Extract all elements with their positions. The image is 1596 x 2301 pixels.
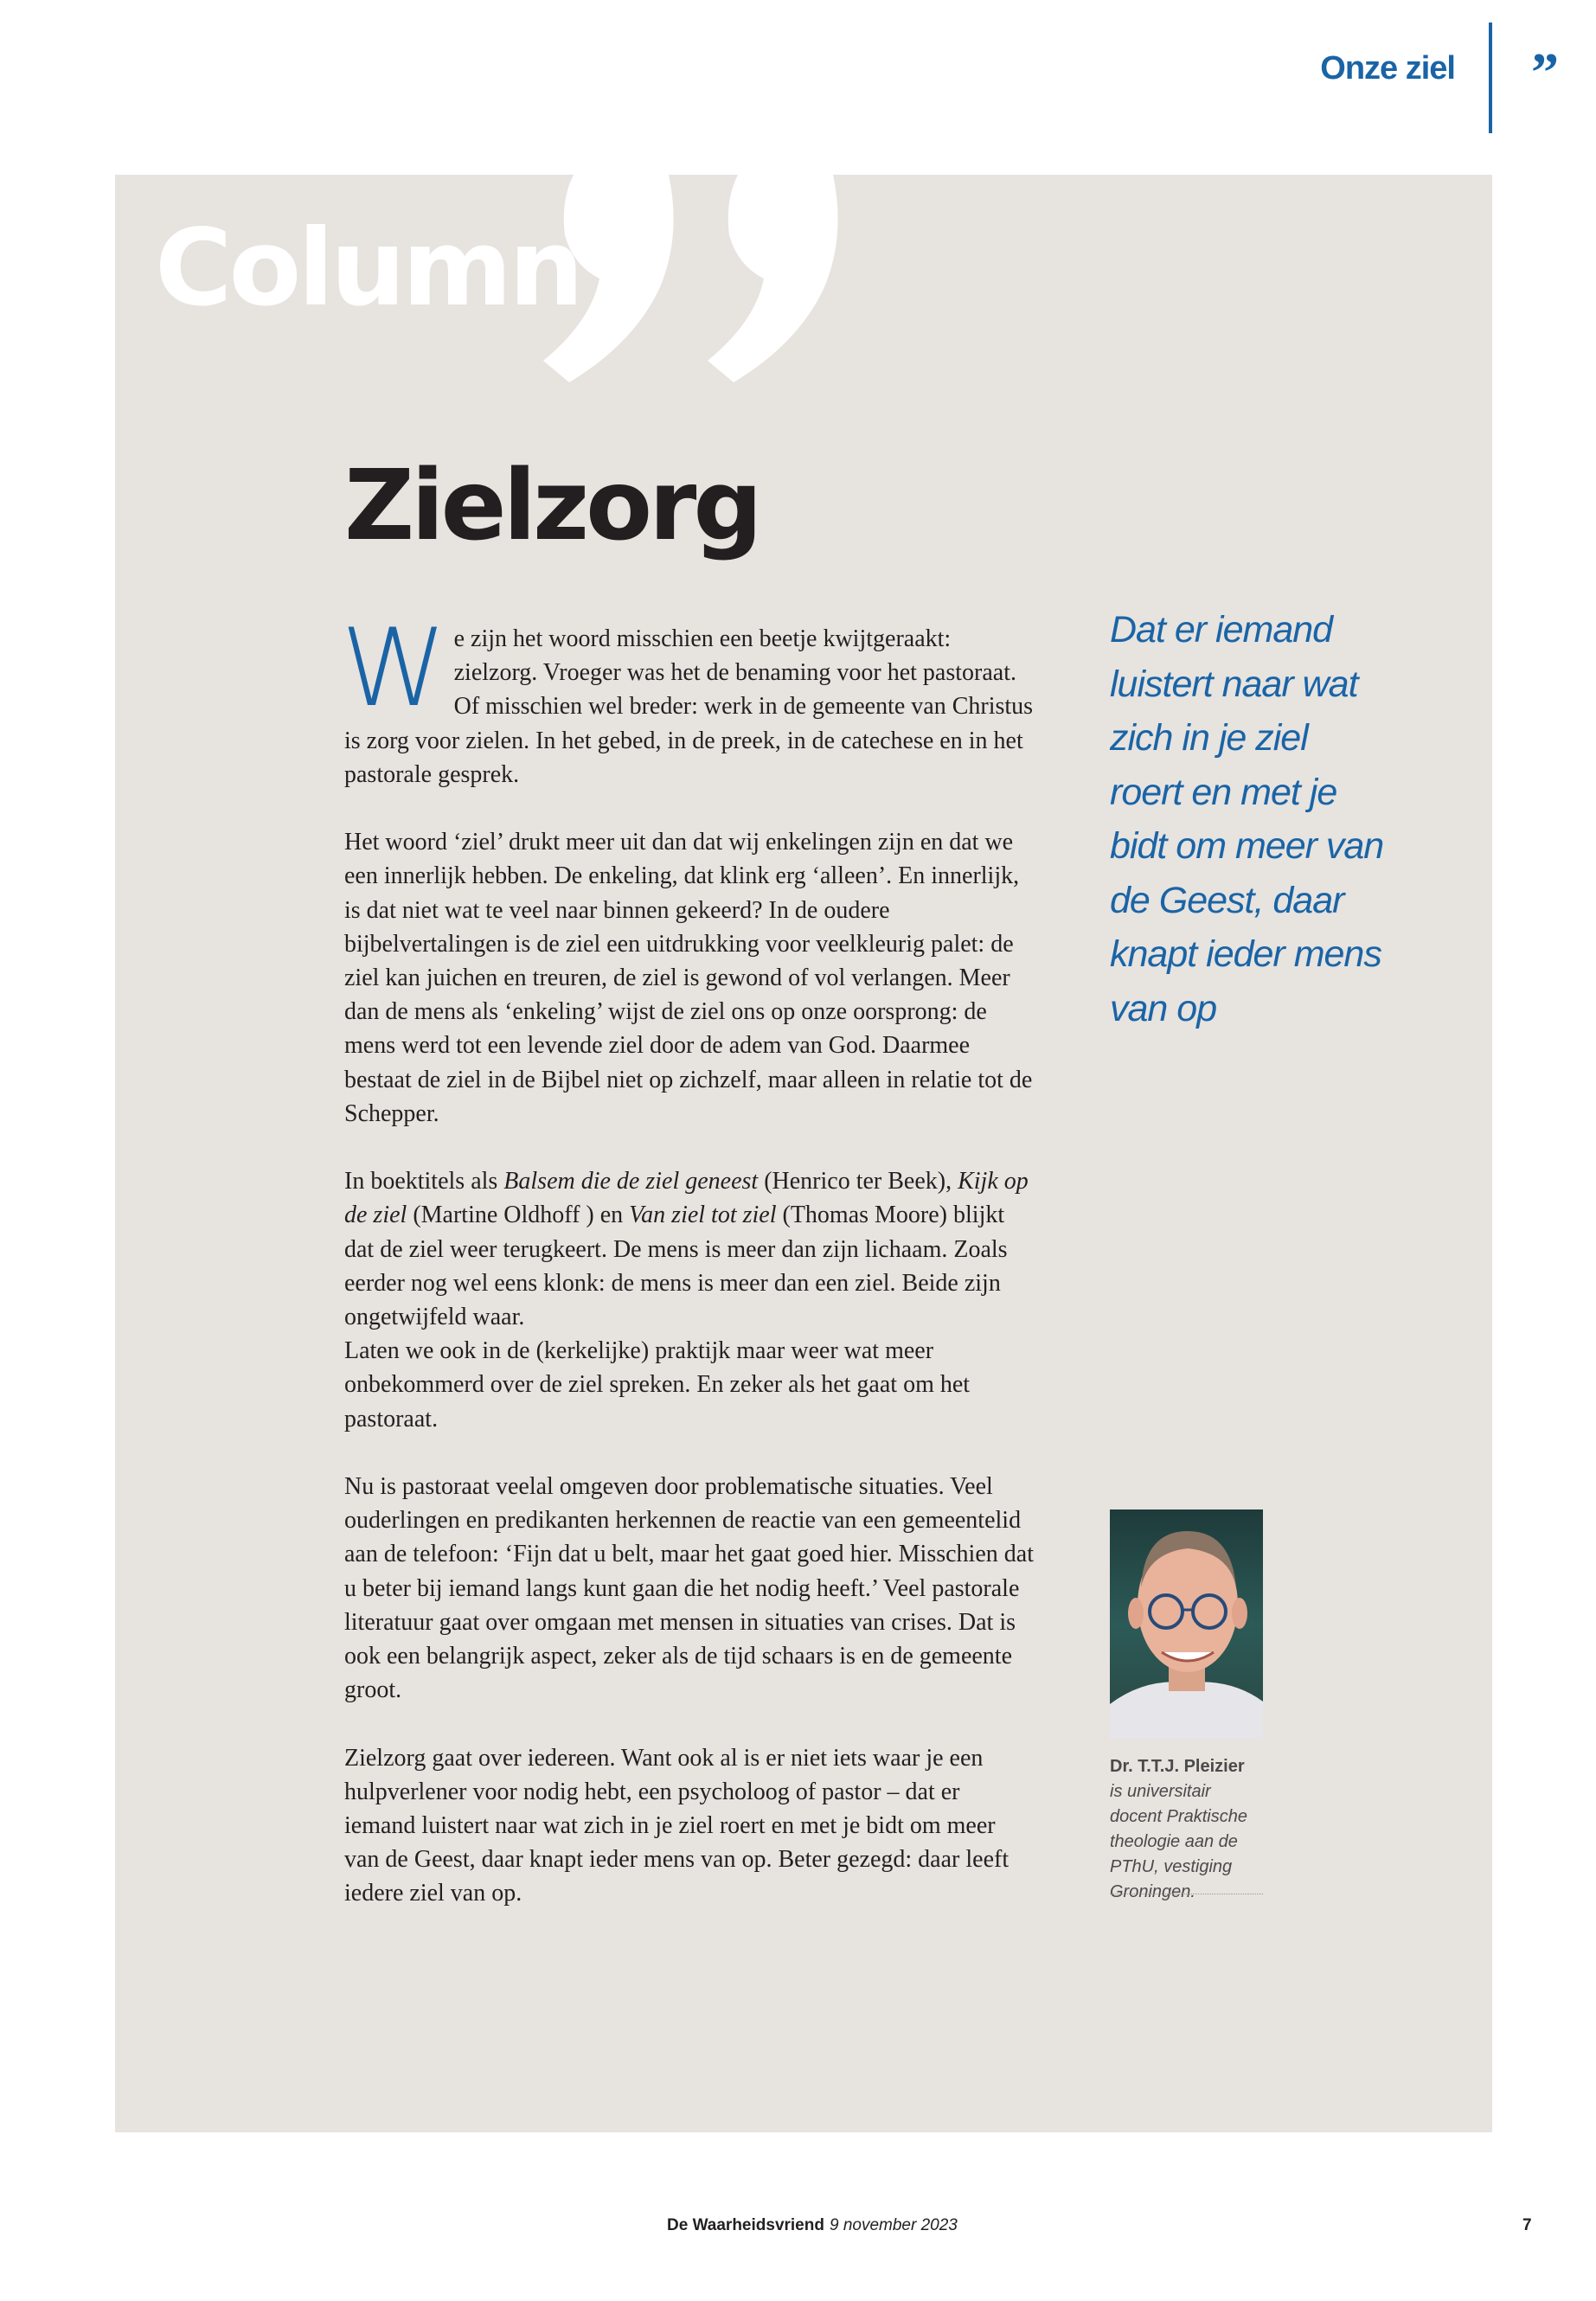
paragraph-3 bbox=[344, 1164, 1036, 1436]
paragraph-2: Het woord ‘ziel’ drukt meer uit dan dat wij enkelingen zijn en dat we een innerlijk hebben. De enkeling, dat klink erg ‘alleen’. En innerlijk, is dat niet wat te veel naar binnen gekeerd? In de oudere bijbelvertalingen is de ziel een uitdrukking voor veelkleurig palet: de ziel kan juichen en treuren, de ziel is gewond of vol verlangen. Meer dan de mens als ‘enkeling’ wijst de ziel ons op onze oorsprong: de mens werd tot een levende ziel door de adem van God. Daarmee bestaat de ziel in de Bijbel niet op zichzelf, maar alleen in relatie tot de Schepper. bbox=[344, 829, 1033, 1127]
paragraph-text: e zijn het woord misschien een beetje kwijtgeraakt: zielzorg. Vroeger was het de benaming voor het pastoraat. Of misschien wel breder: werk in de gemeente van Christus is zorg voor zielen. In het gebed, in de preek, in de catechese en in het pastorale gesprek. bbox=[344, 625, 1034, 788]
text: (Thomas Moore) blijkt dat de ziel weer terugkeert. De mens is meer dan zijn lichaam. Zoals eerder nog wel eens klonk: de mens is meer dan een ziel. Beide zijn ongetwijfeld waar. bbox=[344, 1202, 1008, 1331]
text: (Henrico ter Beek), bbox=[758, 1168, 958, 1195]
issue-date: 9 november 2023 bbox=[829, 2216, 958, 2234]
author-caption bbox=[1110, 1754, 1266, 1905]
text: (Martine Oldhoff ) en bbox=[407, 1202, 630, 1229]
paragraph-4: Nu is pastoraat veelal omgeven door problematische situaties. Veel ouderlingen en predikanten herkennen de reactie van een gemeentelid aan de telefoon: ‘Fijn dat u belt, maar het gaat goed hier. Misschien dat u beter bij iemand langs kunt gaan die het nodig heeft.’ Veel pastorale literatuur gaat over omgaan met mensen in situaties van crises. Dat is ook een belangrijk aspect, zeker als de tijd schaars is en de gemeente groot. bbox=[344, 1473, 1034, 1704]
paragraph-5: Zielzorg gaat over iedereen. Want ook al is er niet iets waar je een hulpverlener voor nodig hebt, een psycholoog of pastor – dat er iemand luistert naar wat zich in je ziel roert en met je bidt om meer van de Geest, daar knapt ieder mens van op. Beter gezegd: daar leeft iedere ziel van op. bbox=[344, 1744, 1010, 1907]
paragraph-1 bbox=[341, 606, 1036, 792]
book-title: Kijk op de ziel bbox=[344, 1168, 1029, 1229]
pull-quote: Dat er iemand luistert naar wat zich in je ziel roert en met je bidt om meer van de Geest, daar knapt ieder mens van op bbox=[1110, 609, 1384, 1029]
column-label: Column bbox=[155, 207, 580, 330]
section-title: Onze ziel bbox=[1320, 50, 1455, 87]
author-photo bbox=[1110, 1509, 1263, 1739]
author-name: Dr. T.T.J. Pleizier bbox=[1110, 1757, 1245, 1776]
author-bio: is universitair docent Praktische theologie aan de PThU, vestiging Groningen. bbox=[1110, 1782, 1247, 1901]
large-quote-mark-icon bbox=[539, 175, 842, 382]
column-panel bbox=[115, 175, 1492, 2132]
text: Laten we ook in de (kerkelijke) praktijk maar weer wat meer onbekommerd over de ziel spreken. En zeker als het gaat om het pastoraat. bbox=[344, 1337, 971, 1433]
article-title: Zielzorg bbox=[344, 450, 760, 562]
page-number: 7 bbox=[1522, 2216, 1532, 2234]
footer bbox=[667, 2216, 958, 2235]
header-divider bbox=[1489, 22, 1492, 133]
book-title: Balsem die de ziel geneest bbox=[503, 1168, 759, 1195]
publication-name: De Waarheidsvriend bbox=[667, 2216, 824, 2234]
closing-quote-icon: ” bbox=[1531, 42, 1559, 103]
book-title: Van ziel tot ziel bbox=[629, 1202, 777, 1229]
drop-cap: W bbox=[341, 606, 447, 731]
text: In boektitels als bbox=[344, 1168, 504, 1195]
article-body bbox=[341, 606, 1036, 1945]
